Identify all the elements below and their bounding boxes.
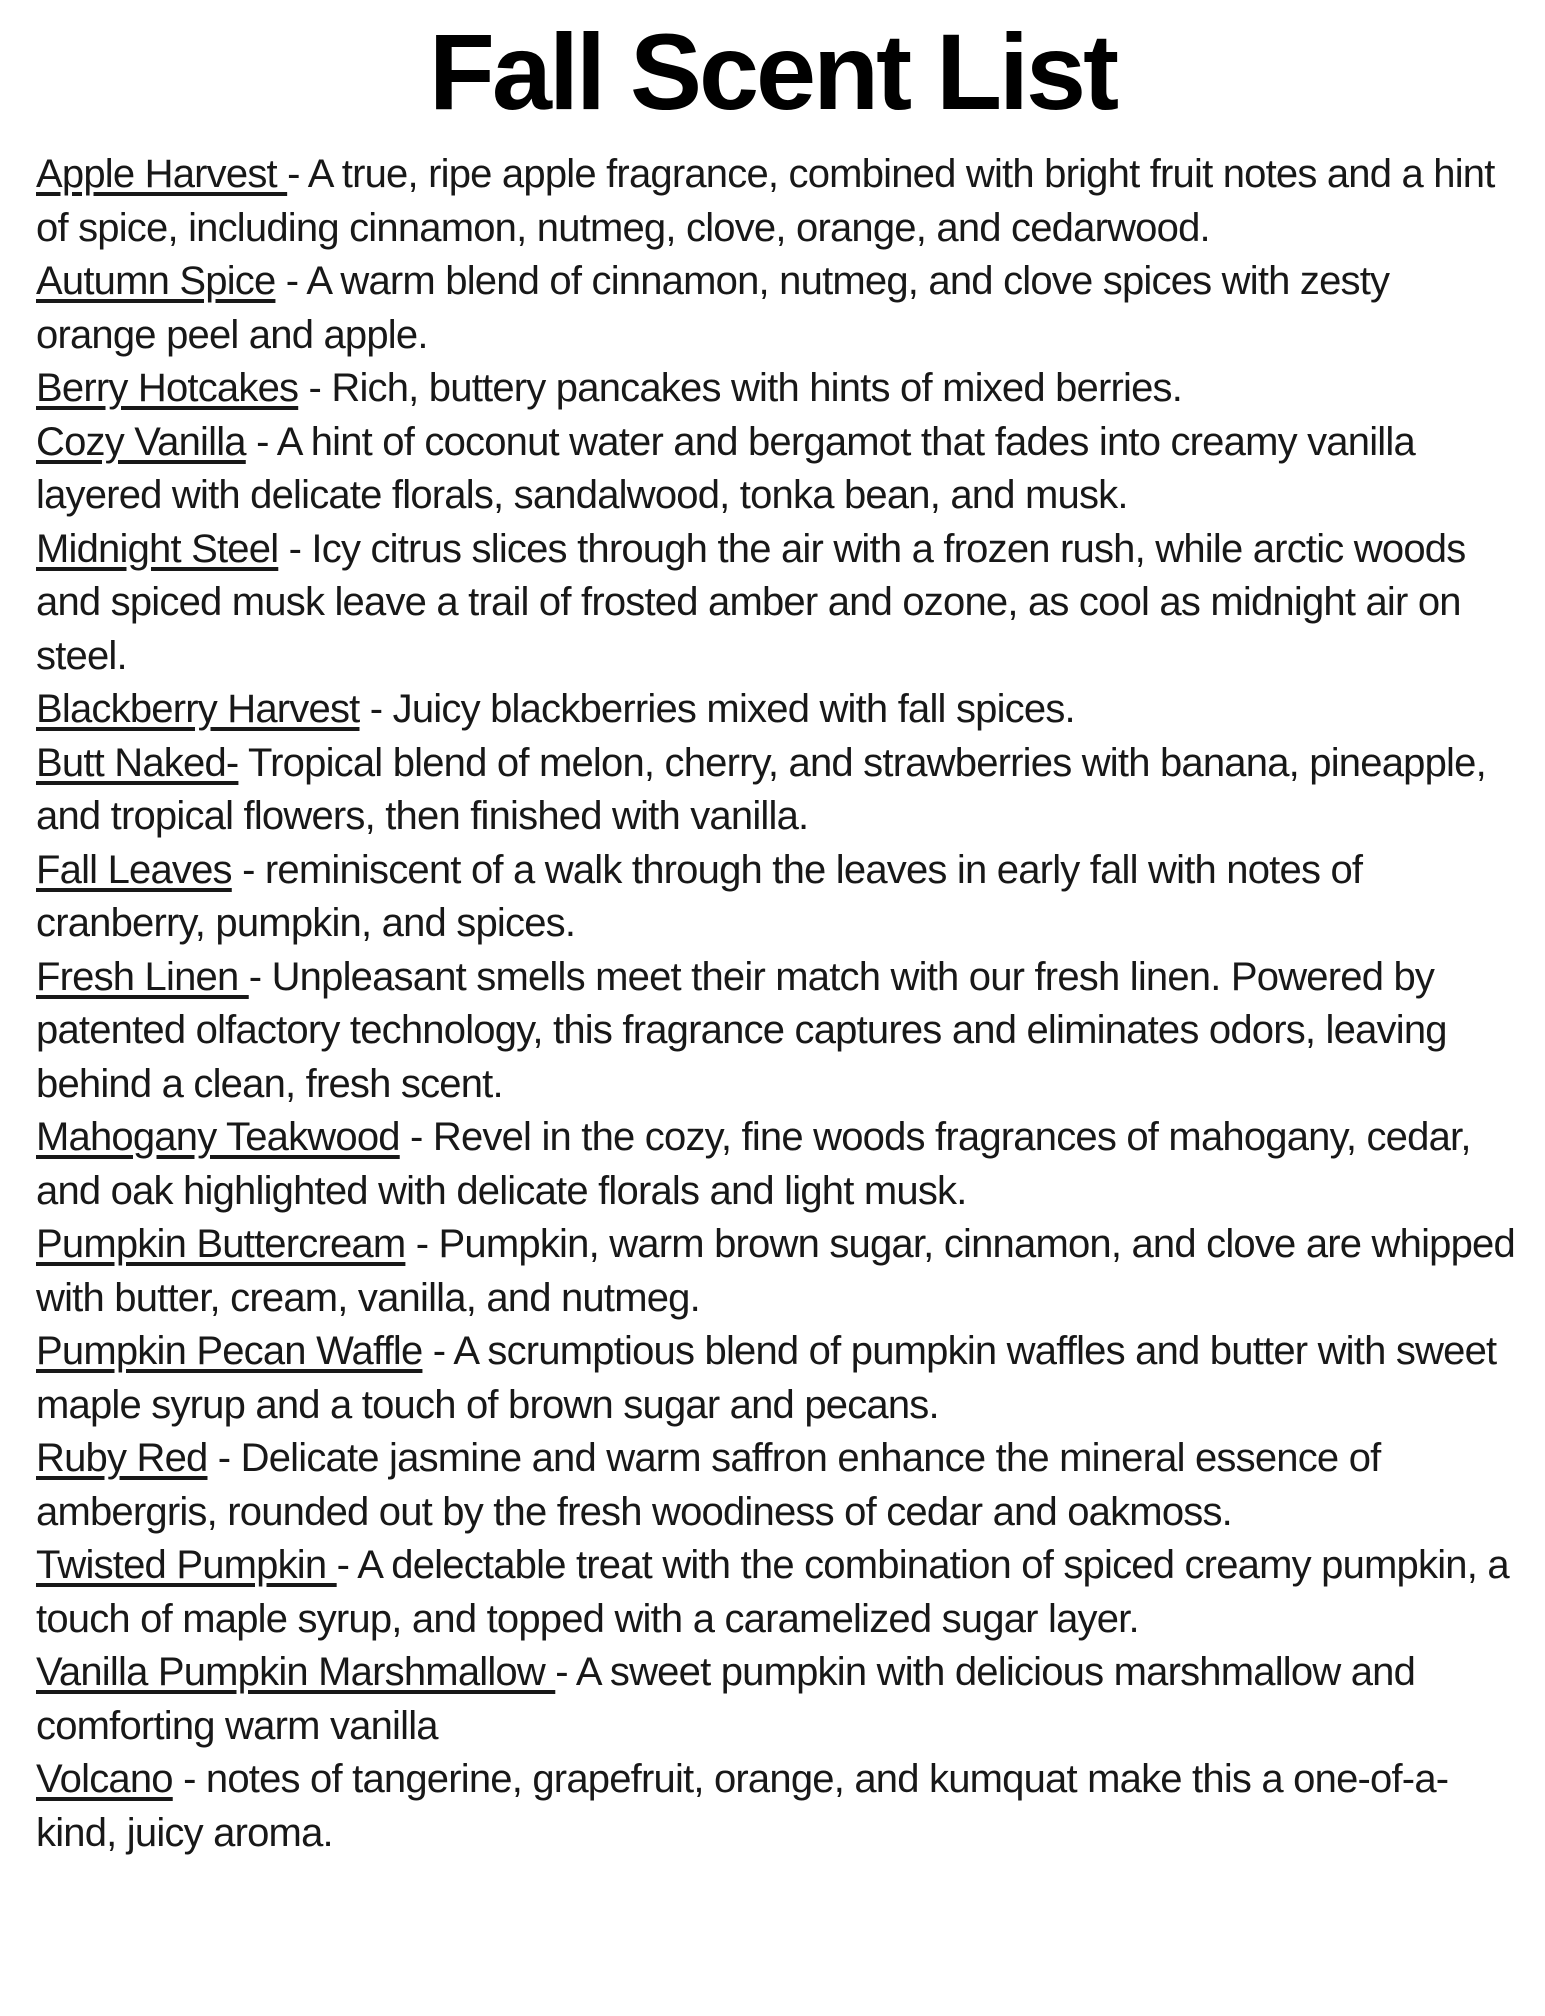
scent-entry-apple-harvest — [36, 148, 1517, 255]
scent-name: Twisted Pumpkin — [36, 1543, 337, 1588]
scent-description: - A hint of coconut water and bergamot that fades into creamy vanilla layered with delicate florals, sandalwood, tonka bean, and musk. — [36, 419, 1415, 518]
document-page — [0, 11, 1545, 2016]
scent-name: Volcano — [36, 1757, 173, 1802]
scent-entry-autumn-spice — [36, 255, 1517, 362]
scent-entry-twisted-pumpkin — [36, 1539, 1517, 1646]
scent-description: - A delectable treat with the combination of spiced creamy pumpkin, a touch of maple syrup, and topped with a caramelized sugar layer. — [36, 1543, 1509, 1641]
scent-name: Ruby Red — [36, 1436, 208, 1481]
scent-name: Pumpkin Buttercream — [36, 1222, 406, 1267]
scent-description: Tropical blend of melon, cherry, and strawberries with banana, pineapple, and tropical flowers, then finished with vanilla. — [36, 740, 1486, 839]
scent-entry-pumpkin-buttercream — [36, 1218, 1517, 1325]
scent-name: Autumn Spice — [36, 259, 276, 304]
scent-entry-berry-hotcakes — [36, 362, 1517, 416]
scent-name: Midnight Steel — [36, 526, 279, 571]
scent-name: Pumpkin Pecan Waffle — [36, 1329, 423, 1374]
scent-entry-volcano — [36, 1753, 1517, 1860]
scent-description: - Delicate jasmine and warm saffron enhance the mineral essence of ambergris, rounded out by the fresh woodiness of cedar and oakmoss. — [36, 1436, 1381, 1534]
scent-entry-midnight-steel — [36, 523, 1517, 684]
scent-name: Butt Naked- — [36, 740, 239, 785]
scent-description: - A true, ripe apple fragrance, combined with bright fruit notes and a hint of spice, including cinnamon, nutmeg, clove, orange, and cedarwood. — [36, 152, 1495, 250]
page-title: Fall Scent List — [428, 11, 1117, 132]
scent-entry-fall-leaves — [36, 844, 1517, 951]
scent-entry-mahogany-teakwood — [36, 1111, 1517, 1218]
scent-entry-cozy-vanilla — [36, 416, 1517, 523]
scent-entry-ruby-red — [36, 1432, 1517, 1539]
scent-description: - A scrumptious blend of pumpkin waffles and butter with sweet maple syrup and a touch of brown sugar and pecans. — [36, 1329, 1497, 1427]
scent-entry-blackberry-harvest — [36, 683, 1517, 737]
scent-entry-vanilla-pumpkin-marshmallow — [36, 1646, 1517, 1753]
scent-name: Vanilla Pumpkin Marshmallow — [36, 1650, 556, 1695]
scent-description: - Rich, buttery pancakes with hints of mixed berries. — [298, 366, 1183, 411]
scent-name: Mahogany Teakwood — [36, 1115, 400, 1160]
scent-name: Blackberry Harvest — [36, 687, 360, 732]
scent-list — [36, 148, 1517, 1860]
scent-entry-fresh-linen — [36, 951, 1517, 1112]
scent-name: Fresh Linen — [36, 954, 249, 999]
scent-description: - reminiscent of a walk through the leaves in early fall with notes of cranberry, pumpkin, and spices. — [36, 847, 1363, 946]
scent-description: - notes of tangerine, grapefruit, orange, and kumquat make this a one-of-a-kind, juicy aroma. — [36, 1757, 1449, 1855]
scent-description: - A warm blend of cinnamon, nutmeg, and clove spices with zesty orange peel and apple. — [36, 259, 1390, 357]
scent-entry-butt-naked — [36, 737, 1517, 844]
scent-entry-pumpkin-pecan-waffle — [36, 1325, 1517, 1432]
scent-name: Berry Hotcakes — [36, 366, 299, 411]
scent-description: - Revel in the cozy, fine woods fragrances of mahogany, cedar, and oak highlighted with delicate florals and light musk. — [36, 1115, 1471, 1213]
scent-description: - Pumpkin, warm brown sugar, cinnamon, and clove are whipped with butter, cream, vanilla, and nutmeg. — [36, 1222, 1515, 1320]
scent-name: Fall Leaves — [36, 847, 232, 892]
scent-name: Cozy Vanilla — [36, 419, 246, 464]
scent-description: - Icy citrus slices through the air with a frozen rush, while arctic woods and spiced musk leave a trail of frosted amber and ozone, as cool as midnight air on steel. — [36, 526, 1466, 678]
scent-description: - Unpleasant smells meet their match with our fresh linen. Powered by patented olfactory technology, this fragrance captures and eliminates odors, leaving behind a clean, fresh scent. — [36, 954, 1447, 1106]
scent-name: Apple Harvest — [36, 152, 288, 197]
scent-description: - Juicy blackberries mixed with fall spices. — [359, 687, 1075, 732]
scent-description: - A sweet pumpkin with delicious marshmallow and comforting warm vanilla — [36, 1650, 1416, 1748]
